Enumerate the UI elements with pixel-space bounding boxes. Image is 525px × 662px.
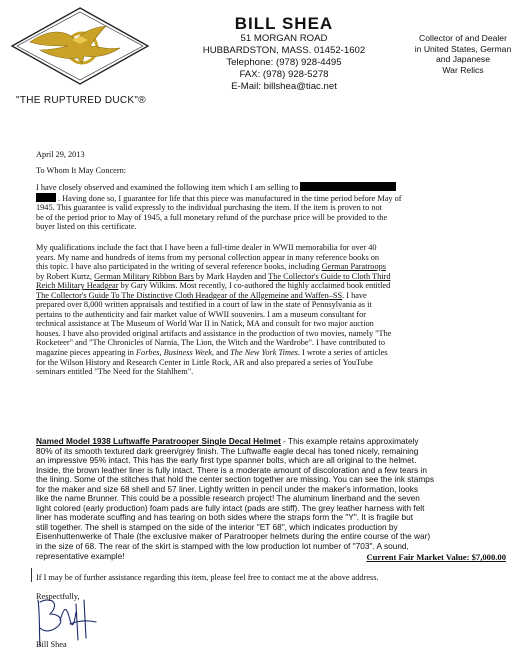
book-title: German Paratroops [321, 262, 386, 272]
description-line: and Japanese [436, 54, 490, 64]
text-line: My qualifications include the fact that I have been a full-time dealer in WWII memorabilia for over 40 [36, 243, 377, 252]
text-line: houses. I have also provided original artifacts and assistance in the production of two movies, namely "The [36, 328, 392, 338]
ruptured-duck-logo [10, 6, 150, 86]
letterhead-contact [186, 14, 382, 93]
qualifications-paragraph [36, 243, 506, 377]
text-line: liner has moderate scuffing and has tearing on both sides where the straps form the "Y". It is fragile but [36, 512, 413, 523]
book-title: The Collector's Guide to Cloth Third [268, 271, 391, 281]
closing-paragraph: If I may be of further assistance regarding this item, please feel free to contact me at the above address. [36, 573, 379, 582]
letterhead-city: HUBBARDSTON, MASS. 01452-1602 [202, 45, 366, 56]
redaction-bar [36, 193, 56, 202]
text-line: in the size of 68. The rear of the skirt is stamped with the low production lot number of "703". A sound, [36, 541, 409, 552]
text-line: The Collector's Guide To The Distinctive Cloth Headgear of the Allgemeine and Waffen–SS. I have [36, 290, 367, 300]
text-line: Inside, the brown leather liner is fully intact. There is a moderate amount of discoloration and a few tears in [36, 464, 427, 475]
description-line: War Relics [442, 64, 484, 75]
publication-name: Business Week [163, 348, 212, 358]
letterhead-description [404, 33, 522, 75]
letterhead-name: BILL SHEA [234, 14, 334, 33]
item-description-paragraph [36, 437, 506, 561]
fair-market-value: Current Fair Market Value: $7,000.00 [366, 552, 506, 562]
redaction-bar [300, 182, 396, 191]
letter-date: April 29, 2013 [36, 150, 85, 159]
text-line: 1945. This guarantee is valid expressly to the individual purchasing the item. If the item is proven to not [36, 203, 382, 213]
sign-off: Respectfully, [36, 592, 80, 601]
publication-name: Forbes [135, 348, 160, 358]
text-line: prepared over 8,000 written appraisals and testified in a court of law in the state of Pennsylvania as it [36, 300, 372, 310]
book-title: The Collector's Guide To The Distinctive Cloth Headgear of the Allgemeine and Waffen–SS [36, 290, 343, 300]
letter-salutation: To Whom It May Concern: [36, 166, 127, 175]
text-line: 80% of its smooth textured dark green/grey finish. The Luftwaffe eagle decal has toned nicely, remaining [36, 445, 419, 456]
text-line: years. My name and hundreds of items from my personal collection appear in many reference books on [36, 252, 380, 262]
text-line: for the maker and size 68 shell and 57 liner. Lightly written in pencil under the maker's information, looks [36, 483, 419, 494]
text-line: pertains to the authenticity and fair market value of WWII souvenirs. I am a museum consultant for [36, 309, 367, 319]
text-line: representative example! [36, 550, 125, 561]
text-line: the lining. Some of the stitches that hold the center section together are missing. You can see the ink stamps [36, 474, 435, 485]
guarantee-paragraph [36, 182, 506, 232]
text-line: magazine pieces appearing in Forbes, Business Week, and The New York Times. I wrote a series of articles [36, 348, 388, 358]
description-line: Collector of and Dealer [419, 33, 507, 43]
text-line: by Robert Kurtz, German Military Ribbon Bars by Mark Hayden and The Collector's Guide to Cloth Third [36, 271, 391, 281]
publication-name: The New York Times [230, 348, 298, 358]
tagline: "THE RUPTURED DUCK"® [16, 95, 146, 106]
text-line: I have closely observed and examined the following item which I am selling to [36, 182, 506, 193]
item-title: Named Model 1938 Luftwaffe Paratrooper Single Decal Helmet [36, 436, 281, 446]
text-line: like the name Brunner. This could be a possible research project! The aluminum linerband and the seven [36, 493, 420, 504]
text-line: Eisenhuttenwerke of Thale (the exclusive maker of Paratrooper helmets during the entire course of the war) [36, 531, 431, 542]
letterhead-address: 51 MORGAN ROAD [240, 33, 328, 44]
text-line: Rocketeer" and "The Chronicles of Narnia, The Lion, the Witch and the Wardrobe". I have contributed to [36, 338, 385, 348]
text-line: Reich Military Headgear by Gary Wilkins. Most recently, I co-authored the highly acclaimed book entitled [36, 281, 391, 291]
text-line: be of the period prior to May of 1945, a full monetary refund of the purchase price will be provided to the [36, 212, 388, 222]
text-line: for the Wilson History and Research Center in Little Rock, AR and also prepared a series of YouTube [36, 357, 373, 367]
text-line: . Having done so, I guarantee for life that this piece was manufactured in the time period before May of [36, 193, 506, 204]
text-line: Named Model 1938 Luftwaffe Paratrooper Single Decal Helmet - This example retains approximately [36, 436, 419, 446]
text-line: buyer listed on this certificate. [36, 222, 137, 232]
letterhead-fax: FAX: (978) 928-5278 [239, 69, 329, 80]
book-title: German Military Ribbon Bars [94, 271, 194, 281]
letterhead-telephone: Telephone: (978) 928-4495 [226, 57, 342, 68]
text-line: still together. The shell is stamped on the side of the interior "ET 68", which indicates production by [36, 521, 398, 532]
description-line: in United States, German [414, 43, 512, 54]
text-line: seminars entitled "The Need for the Stahlhem". [36, 367, 194, 377]
text-line: this topic. I have also participated in the writing of several reference books, including German Paratroops [36, 262, 386, 272]
signer-name: Bill Shea [36, 640, 67, 649]
text-line: technical assistance at The Museum of World War II in Natick, MA and consult for two major auction [36, 319, 374, 329]
letterhead-email: E-Mail: billshea@tiac.net [231, 81, 337, 92]
text-line: light colored (early production) foam pads are fully intact (pads are stiff). The grey leather harness with felt [36, 502, 425, 513]
book-title: Reich Military Headgear [36, 281, 119, 291]
text-line: an impressive 95% intact. This has the early first type spanner bolts, which are all original to the helmet. [36, 455, 417, 466]
